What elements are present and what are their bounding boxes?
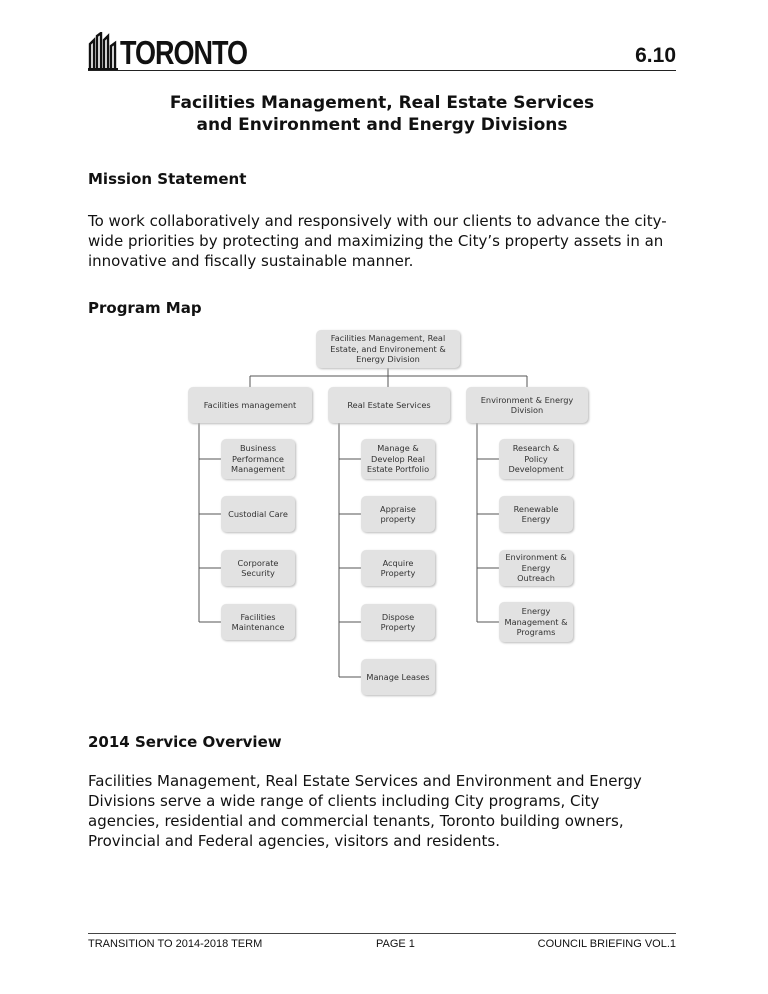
org-node-corporate-security: Corporate Security	[221, 550, 295, 586]
mission-heading: Mission Statement	[88, 170, 247, 188]
overview-line-2: Divisions serve a wide range of clients including City programs, City	[88, 792, 600, 810]
overview-line-3: agencies, residential and commercial tenants, Toronto building owners,	[88, 812, 624, 830]
org-node-energy-management: Energy Management & Programs	[499, 602, 573, 642]
overview-line-1: Facilities Management, Real Estate Services and Environment and Energy	[88, 772, 642, 790]
service-overview-heading: 2014 Service Overview	[88, 733, 282, 751]
page-title	[88, 92, 676, 136]
program-map-heading: Program Map	[88, 299, 202, 317]
org-node-renewable-energy: Renewable Energy	[499, 496, 573, 532]
title-line-1: Facilities Management, Real Estate Services	[169, 93, 595, 113]
org-node-manage-develop-portfolio: Manage & Develop Real Estate Portfolio	[361, 439, 435, 479]
footer-right: COUNCIL BRIEFING VOL.1	[537, 938, 676, 950]
org-node-appraise-property: Appraise property	[361, 496, 435, 532]
city-skyline-icon	[88, 32, 118, 70]
mission-line-2: wide priorities by protecting and maximizing the City’s property assets in an	[88, 232, 664, 250]
org-node-dispose-property: Dispose Property	[361, 604, 435, 640]
org-node-manage-leases: Manage Leases	[361, 659, 435, 695]
mission-paragraph	[88, 211, 688, 271]
org-node-environment-outreach: Environment & Energy Outreach	[499, 550, 573, 586]
service-overview-paragraph	[88, 771, 688, 851]
header-divider	[88, 70, 676, 71]
org-node-facilities-maintenance: Facilities Maintenance	[221, 604, 295, 640]
section-number: 6.10	[635, 44, 676, 67]
mission-line-3: innovative and fiscally sustainable manner.	[88, 252, 414, 270]
title-line-2: and Environment and Energy Divisions	[196, 115, 568, 135]
org-root-node: Facilities Management, Real Estate, and Environement & Energy Division	[316, 330, 460, 368]
org-node-research-policy: Research & Policy Development	[499, 439, 573, 479]
logo-wordmark: TORONTO	[120, 33, 248, 72]
footer-divider	[88, 933, 676, 934]
mission-line-1: To work collaboratively and responsively with our clients to advance the city-	[88, 212, 667, 230]
org-node-business-performance: Business Performance Management	[221, 439, 295, 479]
org-node-real-estate-services: Real Estate Services	[328, 387, 450, 423]
org-node-environment-energy: Environment & Energy Division	[466, 387, 588, 423]
footer-page-number: PAGE 1	[376, 938, 415, 950]
toronto-logo	[88, 30, 247, 70]
footer-left: TRANSITION TO 2014-2018 TERM	[88, 938, 263, 950]
org-node-facilities-management: Facilities management	[188, 387, 312, 423]
overview-line-4: Provincial and Federal agencies, visitors and residents.	[88, 832, 500, 850]
org-node-acquire-property: Acquire Property	[361, 550, 435, 586]
org-node-custodial-care: Custodial Care	[221, 496, 295, 532]
